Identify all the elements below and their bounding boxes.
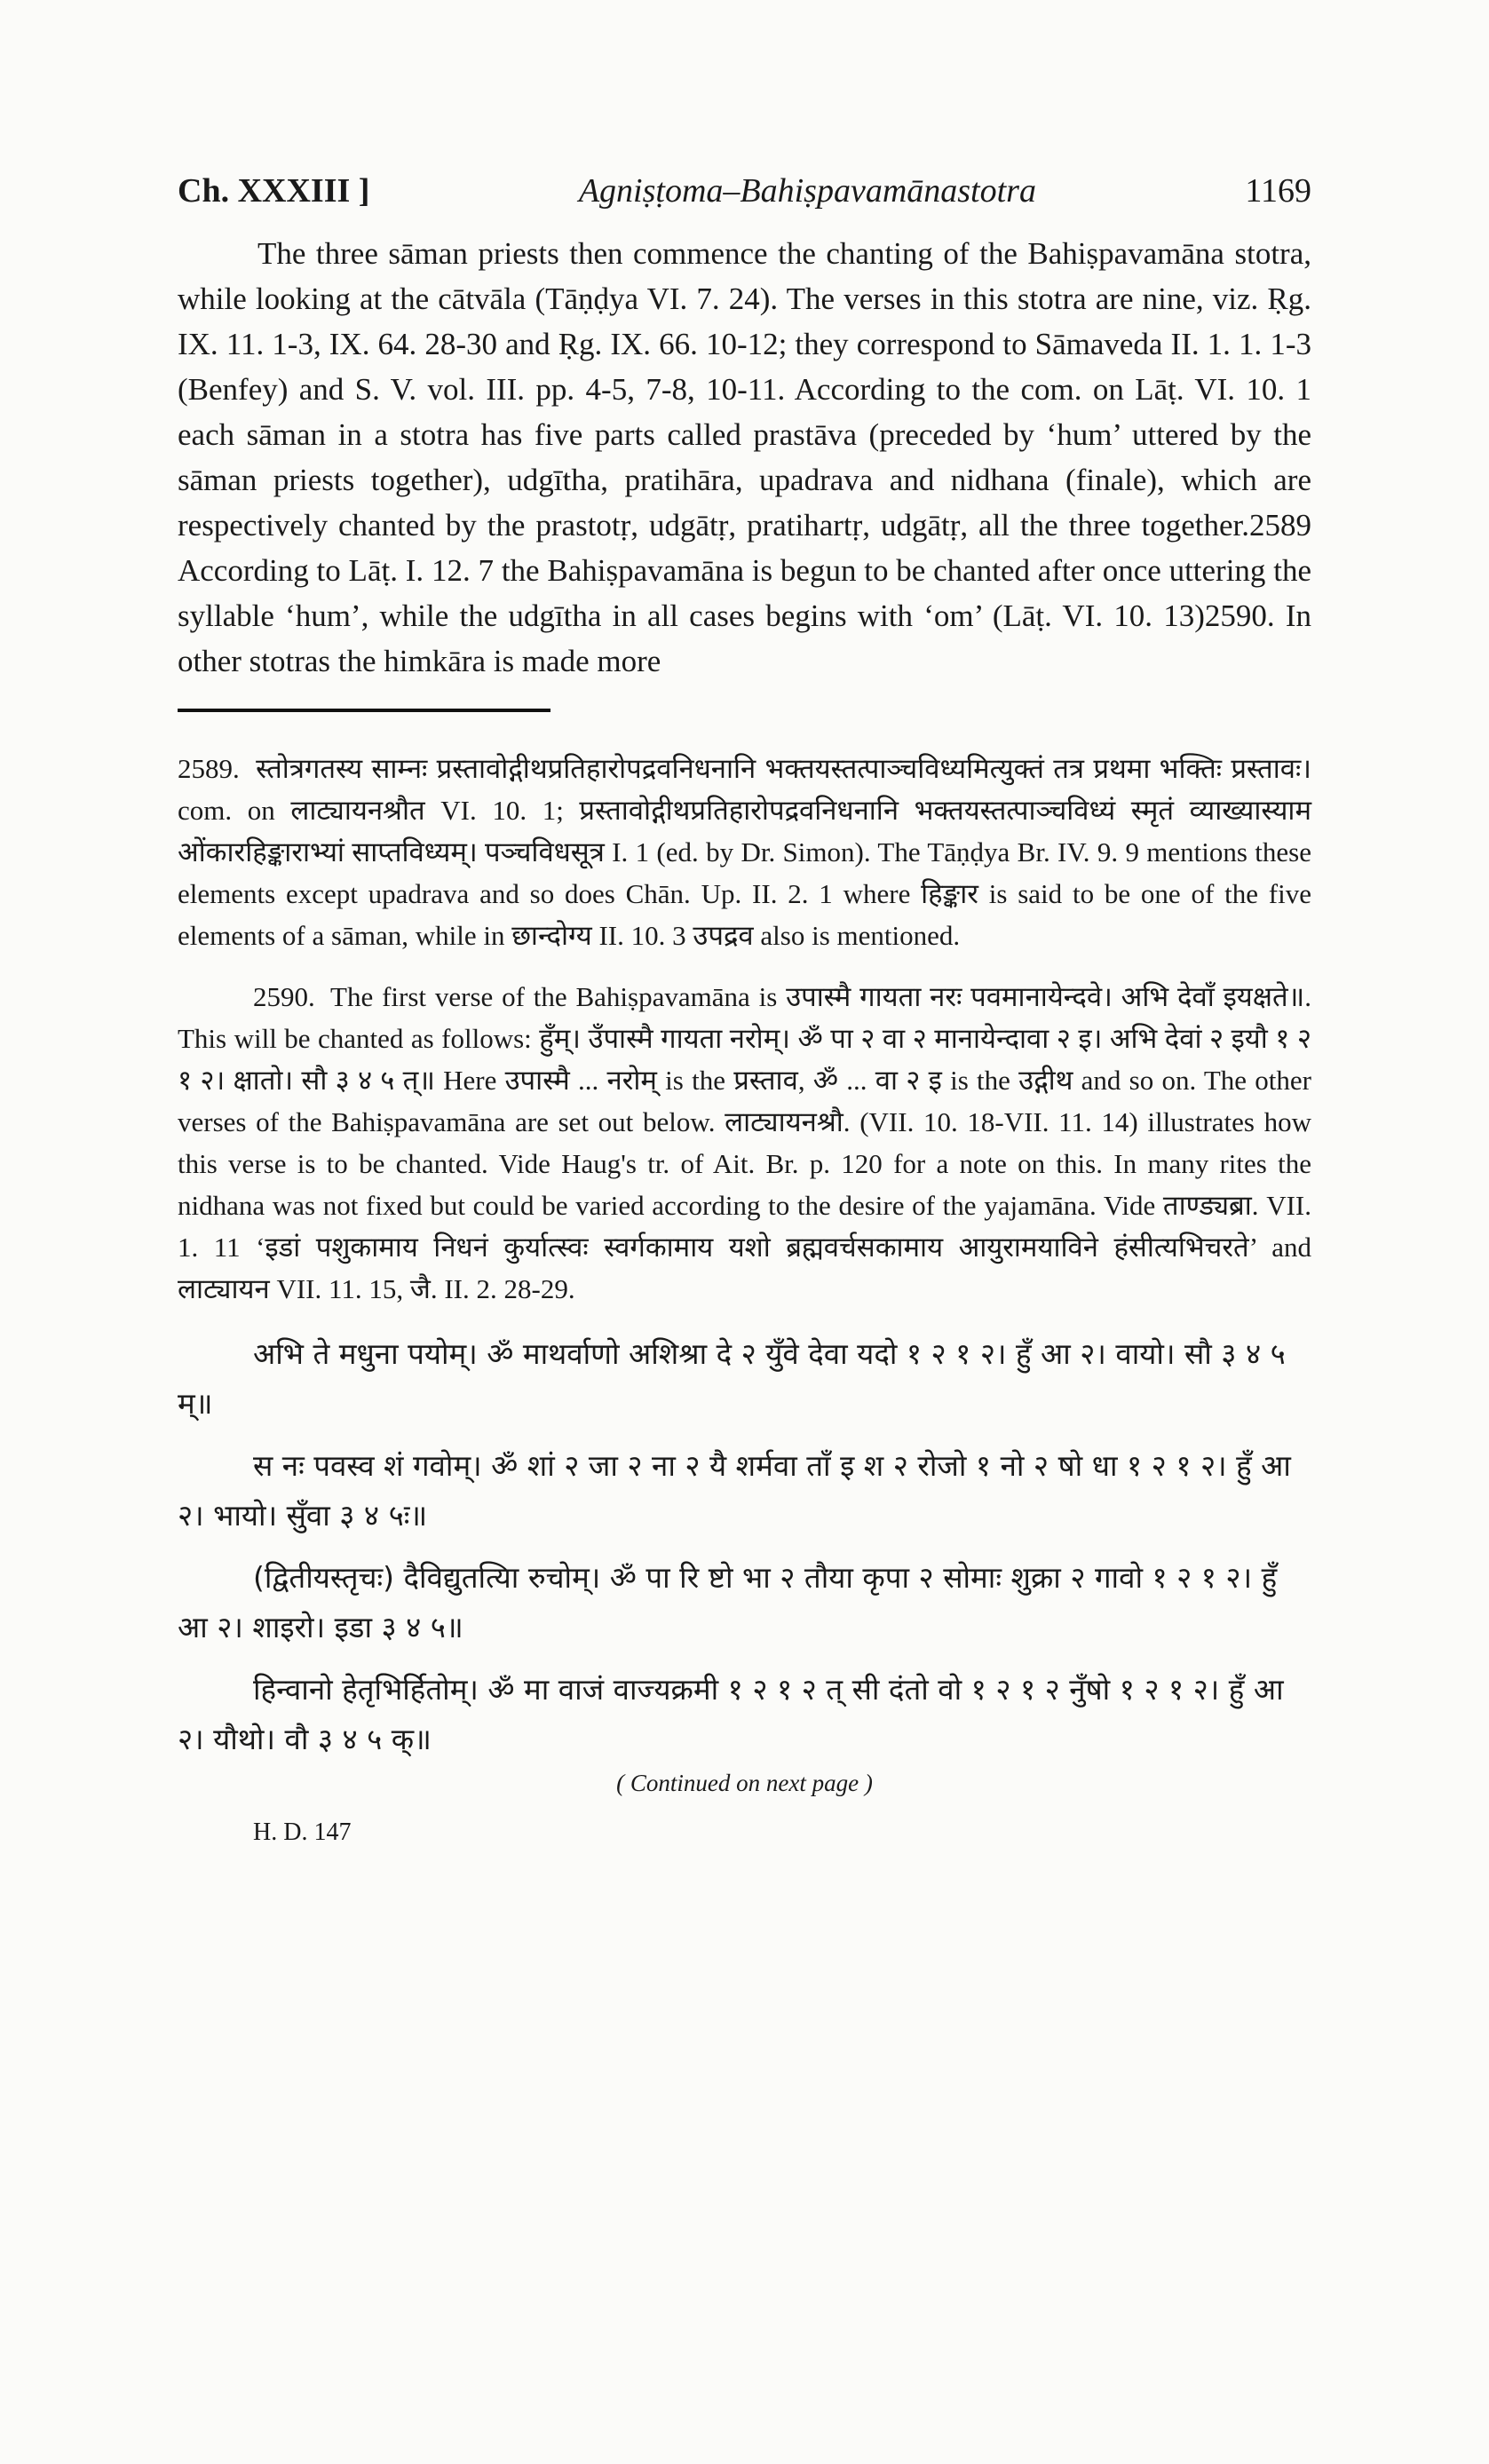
chant-verse: हिन्वानो हेतृभिर्हितोम्। ॐ मा वाजं वाज्यक्रमी १ २ १ २ त् सी दंतो वो १ २ १ २ नुँषो १ २ १ २। हुँ आ २। यौथो। वौ ३ ४ ५ क्॥ [178,1672,1284,1756]
footnote-number: 2589. [178,753,240,784]
chant-verse: अभि ते मधुना पयोम्। ॐ माथर्वाणो अशिश्रा दे २ युँवे देवा यदो १ २ १ २। हुँ आ २। वायो। सौ ३ ४ ५ म्॥ [178,1336,1286,1421]
footnotes [178,748,1311,1310]
chant-verses [178,1329,1311,1764]
chapter-label: Ch. XXXIII ] [178,172,370,210]
running-header [178,169,1311,213]
footnote-2590 [178,976,1311,1310]
body-paragraph: The three sāman priests then commence the chanting of the Bahiṣpavamāna stotra, while looking at the cātvāla (Tāṇḍya VI. 7. 24). The verses in this stotra are nine, viz. Ṛg. IX. 11. 1-3, IX. 64. 28-30 and Ṛg. IX. 66. 10-12; they correspond to Sāmaveda II. 1. 1. 1-3 (Benfey) and S. V. vol. III. pp. 4-5, 7-8, 10-11. According to the com. on Lāṭ. VI. 10. 1 each sāman in a stotra has five parts called prastāva (preceded by ‘hum’ uttered by the sāman priests together), udgītha, pratihāra, upadrava and nidhana (finale), which are respectively chanted by the prastotṛ, udgātṛ, pratihartṛ, udgātṛ, all the three together.2589 According to Lāṭ. I. 12. 7 the Bahiṣpavamāna is begun to be chanted after once uttering the syllable ‘hum’, while the udgītha in all cases begins with ‘om’ (Lāṭ. VI. 10. 13)2590. In other stotras the himkāra is made more [178,236,1311,678]
footnote-text: The first verse of the Bahiṣpavamāna is उपास्मै गायता नरः पवमानायेन्दवे। अभि देवाँ इयक्षते॥. This will be chanted as follows: हुँम्। उँपास्मै गायता नरोम्। ॐ पा २ वा २ मानायेन्दावा २ इ। अभि देवां २ इयौ १ २ १ २। क्षातो। सौ ३ ४ ५ त्॥ Here उपास्मै ... नरोम् is the प्रस्ताव, ॐ ... वा २ इ is the उद्गीथ and so on. The other verses of the Bahiṣpavamāna are set out below. लाट्यायनश्रौ. (VII. 10. 18-VII. 11. 14) illustrates how this verse is to be chanted. Vide Haug's tr. of Ait. Br. p. 120 for a note on this. In many rites the nidhana was not fixed but could be varied according to the desire of the yajamāna. Vide ताण्ड्यब्रा. VII. 1. 11 ‘इडां पशुकामाय निधनं कुर्यात्स्वः स्वर्गकामाय यशो ब्रह्मवर्चसकामाय आयुरामयाविने हंसीत्यभिचरते’ and लाट्यायन VII. 11. 15, जै. II. 2. 28-29. [178,981,1311,1304]
page-number: 1169 [1245,172,1311,210]
chant-verse: (द्वितीयस्तृचः) दैविद्युतत्यिा रुचोम्। ॐ पा रि ष्टो भा २ तौया कृपा २ सोमाः शुक्रा २ गावो १ २ १ २। हुँ आ २। शाइरो। इडा ३ ४ ५॥ [178,1560,1278,1644]
main-text [178,231,1311,684]
continued-note: ( Continued on next page ) [616,1770,873,1796]
chant-verse: स नः पवस्व शं गवोम्। ॐ शां २ जा २ ना २ यै शर्मवा ताँ इ श २ रोजो १ नो २ षो धा १ २ १ २। हुँ आ २। भायो। सुँवा ३ ४ ५ः॥ [178,1448,1291,1533]
footnote-text: स्तोत्रगतस्य साम्नः प्रस्तावोद्गीथप्रतिहारोपद्रवनिधनानि भक्तयस्तत्पाञ्चविध्यमित्युक्तं तत्र प्रथमा भक्तिः प्रस्तावः। com. on लाट्यायनश्रौत VI. 10. 1; प्रस्तावोद्गीथप्रतिहारोपद्रवनिधनानि भक्तयस्तत्पाञ्चविध्यं स्मृतं व्याख्यास्याम ओंकारहिङ्काराभ्यां साप्तविध्यम्। पञ्चविधसूत्र I. 1 (ed. by Dr. Simon). The Tāṇḍya Br. IV. 9. 9 mentions these elements except upadrava and so does Chān. Up. II. 2. 1 where हिङ्कार is said to be one of the five elements of a sāman, while in छान्दोग्य II. 10. 3 उपद्रव also is mentioned. [178,753,1311,951]
footnote-number: 2590. [253,981,315,1012]
running-title: Agniṣṭoma–Bahiṣpavamānastotra [578,172,1036,210]
signature-mark: H. D. 147 [253,1818,352,1846]
footnote-rule [178,709,550,712]
footnote-2589 [178,748,1311,956]
